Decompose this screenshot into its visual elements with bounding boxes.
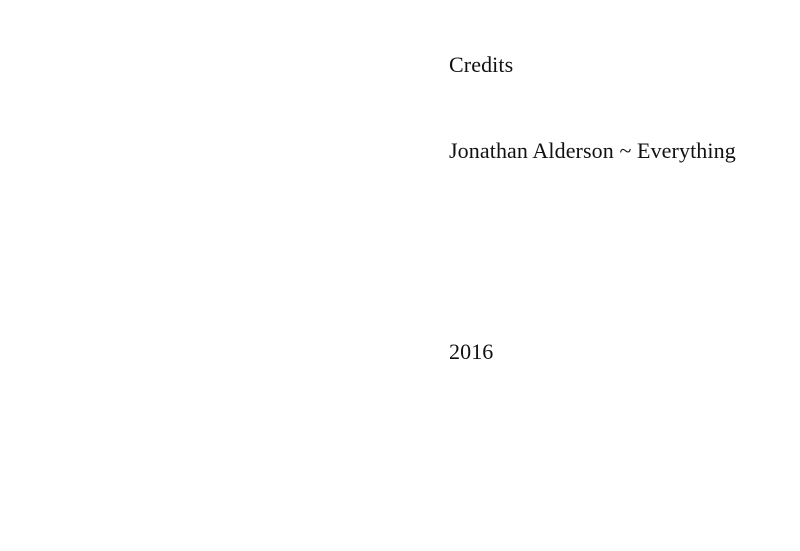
credits-year: 2016: [449, 339, 494, 364]
credits-heading: Credits: [449, 52, 514, 77]
credit-entry: Jonathan Alderson ~ Everything: [449, 138, 736, 163]
